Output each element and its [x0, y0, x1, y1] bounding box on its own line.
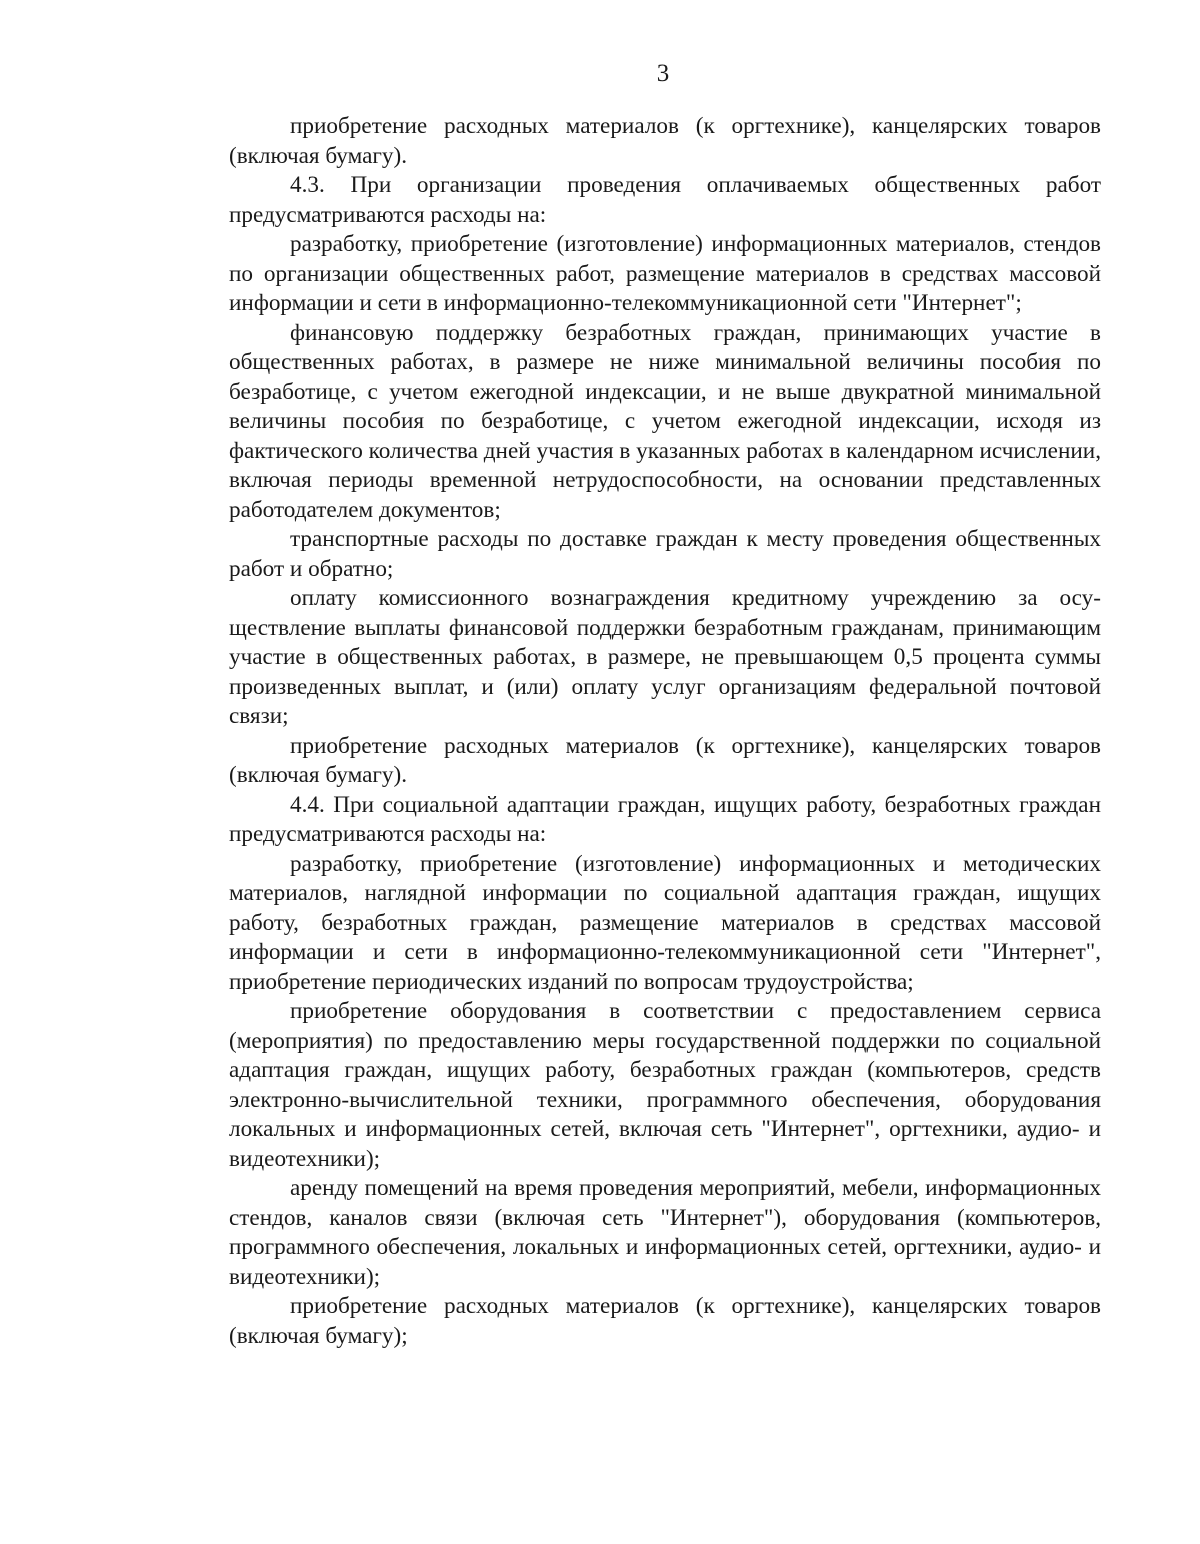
paragraph: приобретение оборудования в соответствии с предоставлением сервиса (мероприятия) по предоставлению меры государственной поддержки по социальной адаптация граждан, ищущих работу, безработных граждан (компьютеров, средств электронно-вычислительной техники, программного обеспечения, оборудования локальных и информационных сетей, включая сеть "Интернет", оргтехники, аудио- и видеотехники); [229, 998, 1101, 1172]
paragraph: 4.4. При социальной адаптации граждан, ищущих работу, безработных граждан предусматриваются расходы на: [229, 791, 1101, 847]
paragraph: финансовую поддержку безработных граждан, принимающих участие в общественных работах, в размере не ниже минимальной величины пособия по безработице, с учетом ежегодной индексации, и не выше двукратной минимальной величины пособия по безработице, с учетом ежегодной индексации, исходя из фактического количества дней участия в указанных работах в календарном исчислении, включая периоды временной нетрудоспособности, на основании представленных работодателем документов; [229, 319, 1101, 523]
page-number: 3 [656, 60, 670, 87]
paragraph: транспортные расходы по доставке граждан к месту проведения общественных работ и обратно; [229, 526, 1101, 582]
paragraph: приобретение расходных материалов (к оргтехнике), канцелярских товаров (включая бумагу). [229, 113, 1101, 169]
paragraph: разработку, приобретение (изготовление) информационных и методических материалов, наглядной информации по социальной адаптация граждан, ищущих работу, безработных граждан, размещение материалов в средствах массовой информации и сети в информационно-телекоммуникационной сети "Интернет", приобретение периодических изданий по вопросам трудоустройства; [229, 850, 1101, 995]
paragraph: 4.3. При организации проведения оплачиваемых общественных работ предусматриваются расходы на: [229, 172, 1101, 228]
document-body [229, 112, 1101, 1351]
paragraph: оплату комиссионного вознаграждения кредитному учреждению за осуществление выплаты финансовой поддержки безработным гражданам, принимающим участие в общественных работах, в размере, не превышающем 0,5 процента суммы произведенных выплат, и (или) оплату услуг организациям федеральной почтовой связи; [229, 585, 1101, 729]
paragraph: приобретение расходных материалов (к оргтехнике), канцелярских товаров (включая бумагу). [229, 732, 1101, 788]
paragraph: разработку, приобретение (изготовление) информационных материалов, стендов по организации общественных работ, размещение материалов в средствах массовой информации и сети в информационно-телекоммуникационной сети "Интернет"; [229, 231, 1101, 316]
paragraph: приобретение расходных материалов (к оргтехнике), канцелярских товаров (включая бумагу); [229, 1293, 1101, 1349]
paragraph: аренду помещений на время проведения мероприятий, мебели, информационных стендов, каналов связи (включая сеть "Интернет"), оборудования (компьютеров, программного обеспечения, локальных и информационных сетей, оргтехники, аудио- и видеотехники); [229, 1175, 1101, 1290]
